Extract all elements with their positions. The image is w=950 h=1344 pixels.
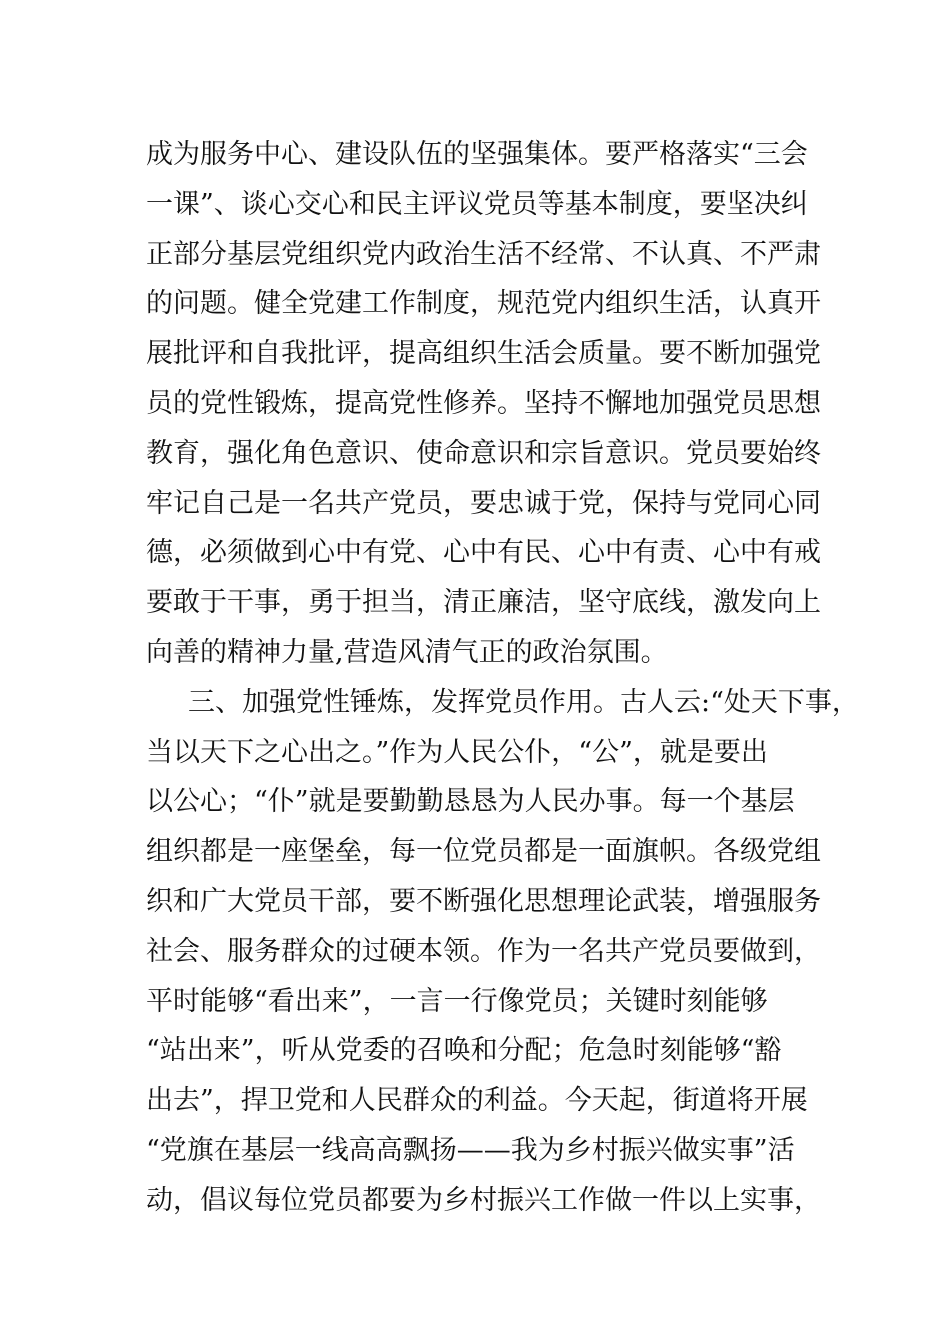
text-line: 平时能够“看出来”，一言一行像党员；关键时刻能够: [146, 985, 768, 1017]
text-line: 当以天下之心出之。”作为人民公仆，“公”，就是要出: [146, 736, 768, 768]
text-line: 一课”、谈心交心和民主评议党员等基本制度，要坚决纠: [146, 188, 808, 220]
text-line: 向善的精神力量,营造风清气正的政治氛围。: [146, 636, 668, 668]
text-line: 成为服务中心、建设队伍的坚强集体。要严格落实“三会: [146, 139, 808, 170]
text-line: 织和广大党员干部，要不断强化思想理论武装，增强服务: [146, 885, 821, 917]
text-line: 组织都是一座堡垒，每一位党员都是一面旗帜。各级党组: [146, 836, 821, 868]
text-line: 动，倡议每位党员都要为乡村振兴工作做一件以上实事，: [146, 1184, 821, 1216]
text-line: 社会、服务群众的过硬本领。作为一名共产党员要做到，: [146, 935, 821, 967]
text-line: “党旗在基层一线高高飘扬——我为乡村振兴做实事”活: [146, 1134, 795, 1166]
text-line: 的问题。健全党建工作制度，规范党内组织生活，认真开: [146, 288, 821, 320]
text-line: 要敢于干事，勇于担当，清正廉洁，坚守底线，激发向上: [146, 587, 821, 619]
text-line: 正部分基层党组织党内政治生活不经常、不认真、不严肃: [146, 238, 821, 270]
section-heading-line: 三、加强党性锤炼，发挥党员作用。古人云:“处天下事，: [188, 686, 859, 718]
text-line: 教育，强化角色意识、使命意识和宗旨意识。党员要始终: [146, 437, 821, 469]
text-line: 员的党性锻炼，提高党性修养。坚持不懈地加强党员思想: [146, 387, 821, 419]
text-line: 出去”，捍卫党和人民群众的利益。今天起，街道将开展: [146, 1085, 808, 1117]
body-text: [146, 130, 859, 1226]
text-line: “站出来”，听从党委的召唤和分配；危急时刻能够“豁: [146, 1035, 782, 1067]
text-line: 展批评和自我批评，提高组织生活会质量。要不断加强党: [146, 338, 821, 370]
text-line: 以公心；“仆”就是要勤勤恳恳为人民办事。每一个基层: [146, 786, 795, 818]
text-line: 牢记自己是一名共产党员，要忠诚于党，保持与党同心同: [146, 487, 821, 519]
text-line: 德，必须做到心中有党、心中有民、心中有责、心中有戒: [146, 537, 821, 569]
